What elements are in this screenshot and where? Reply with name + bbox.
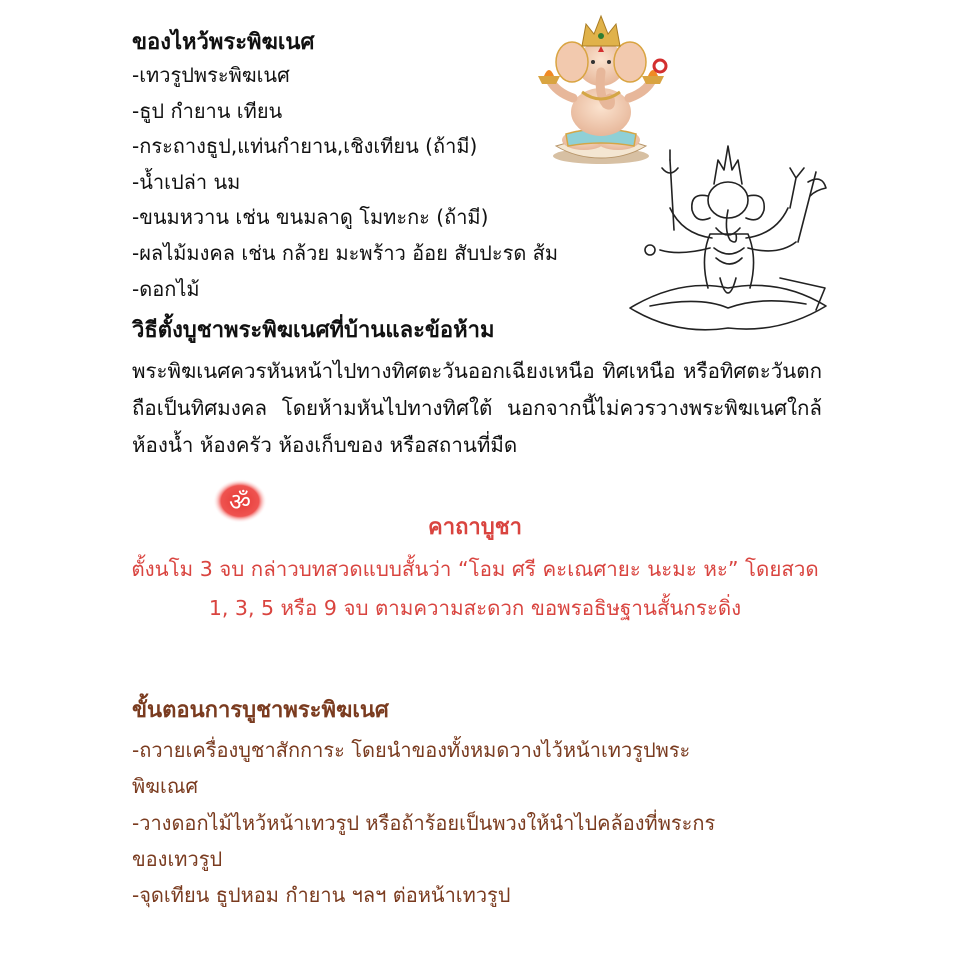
list-item: -ธูป กำยาน เทียน (132, 98, 283, 123)
list-item: -ขนมหวาน เช่น ขนมลาดู โมทะกะ (ถ้ามี) (132, 205, 489, 230)
list-item: -ผลไม้มงคล เช่น กล้วย มะพร้าว อ้อย สับปะรด ส้ม (132, 240, 559, 265)
ganesh-line-drawing (620, 138, 836, 343)
list-item: -เทวรูปพระพิฆเนศ (132, 63, 290, 87)
list-item: -ถวายเครื่องบูชาสักการะ โดยนำของทั้งหมดวางไว้หน้าเทวรูปพระ (132, 738, 691, 762)
list-item: -จุดเทียน ธูปหอม กำยาน ฯลฯ ต่อหน้าเทวรูป (132, 883, 511, 908)
list-item: -วางดอกไม้ไหว้หน้าเทวรูป หรือถ้าร้อยเป็นพวงให้นำไปคล้องที่พระกร (132, 810, 716, 835)
steps-list (132, 732, 715, 913)
placement-title: วิธีตั้งบูชาพระพิฆเนศที่บ้านและข้อห้าม (132, 318, 495, 343)
mantra-title: คาถาบูชา (428, 515, 522, 540)
list-item: พิฆเณศ (132, 774, 199, 799)
svg-text:ॐ: ॐ (229, 488, 251, 516)
offerings-list (132, 58, 558, 307)
list-item: -ดอกไม้ (132, 276, 200, 301)
list-item: ของเทวรูป (132, 846, 223, 871)
placement-body: พระพิฆเนศควรหันหน้าไปทางทิศตะวันออกเฉียงเหนือ ทิศเหนือ หรือทิศตะวันตก ถือเป็นทิศมงคล โดยห้ามหันไปทางทิศใต้ นอกจากนี้ไม่ควรวางพระพิฆเนศใกล้ห้องน้ำ ห้องครัว ห้องเก็บของ หรือสถานที่มืด (132, 359, 822, 457)
list-item: -กระถางธูป,แท่นกำยาน,เชิงเทียน (ถ้ามี) (132, 134, 478, 159)
steps-title: ขั้นตอนการบูชาพระพิฆเนศ (132, 698, 389, 723)
offerings-title: ของไหว้พระพิฆเนศ (132, 30, 315, 55)
mantra-body: ตั้งนโม 3 จบ กล่าวบทสวดแบบสั้นว่า “โอม ศรี คะเณศายะ นะมะ หะ” โดยสวด 1, 3, 5 หรือ 9 จบ ตามความสะดวก ขอพรอธิษฐานสั้นกระดิ่ง (131, 557, 819, 620)
list-item: -น้ำเปล่า นม (132, 169, 241, 194)
